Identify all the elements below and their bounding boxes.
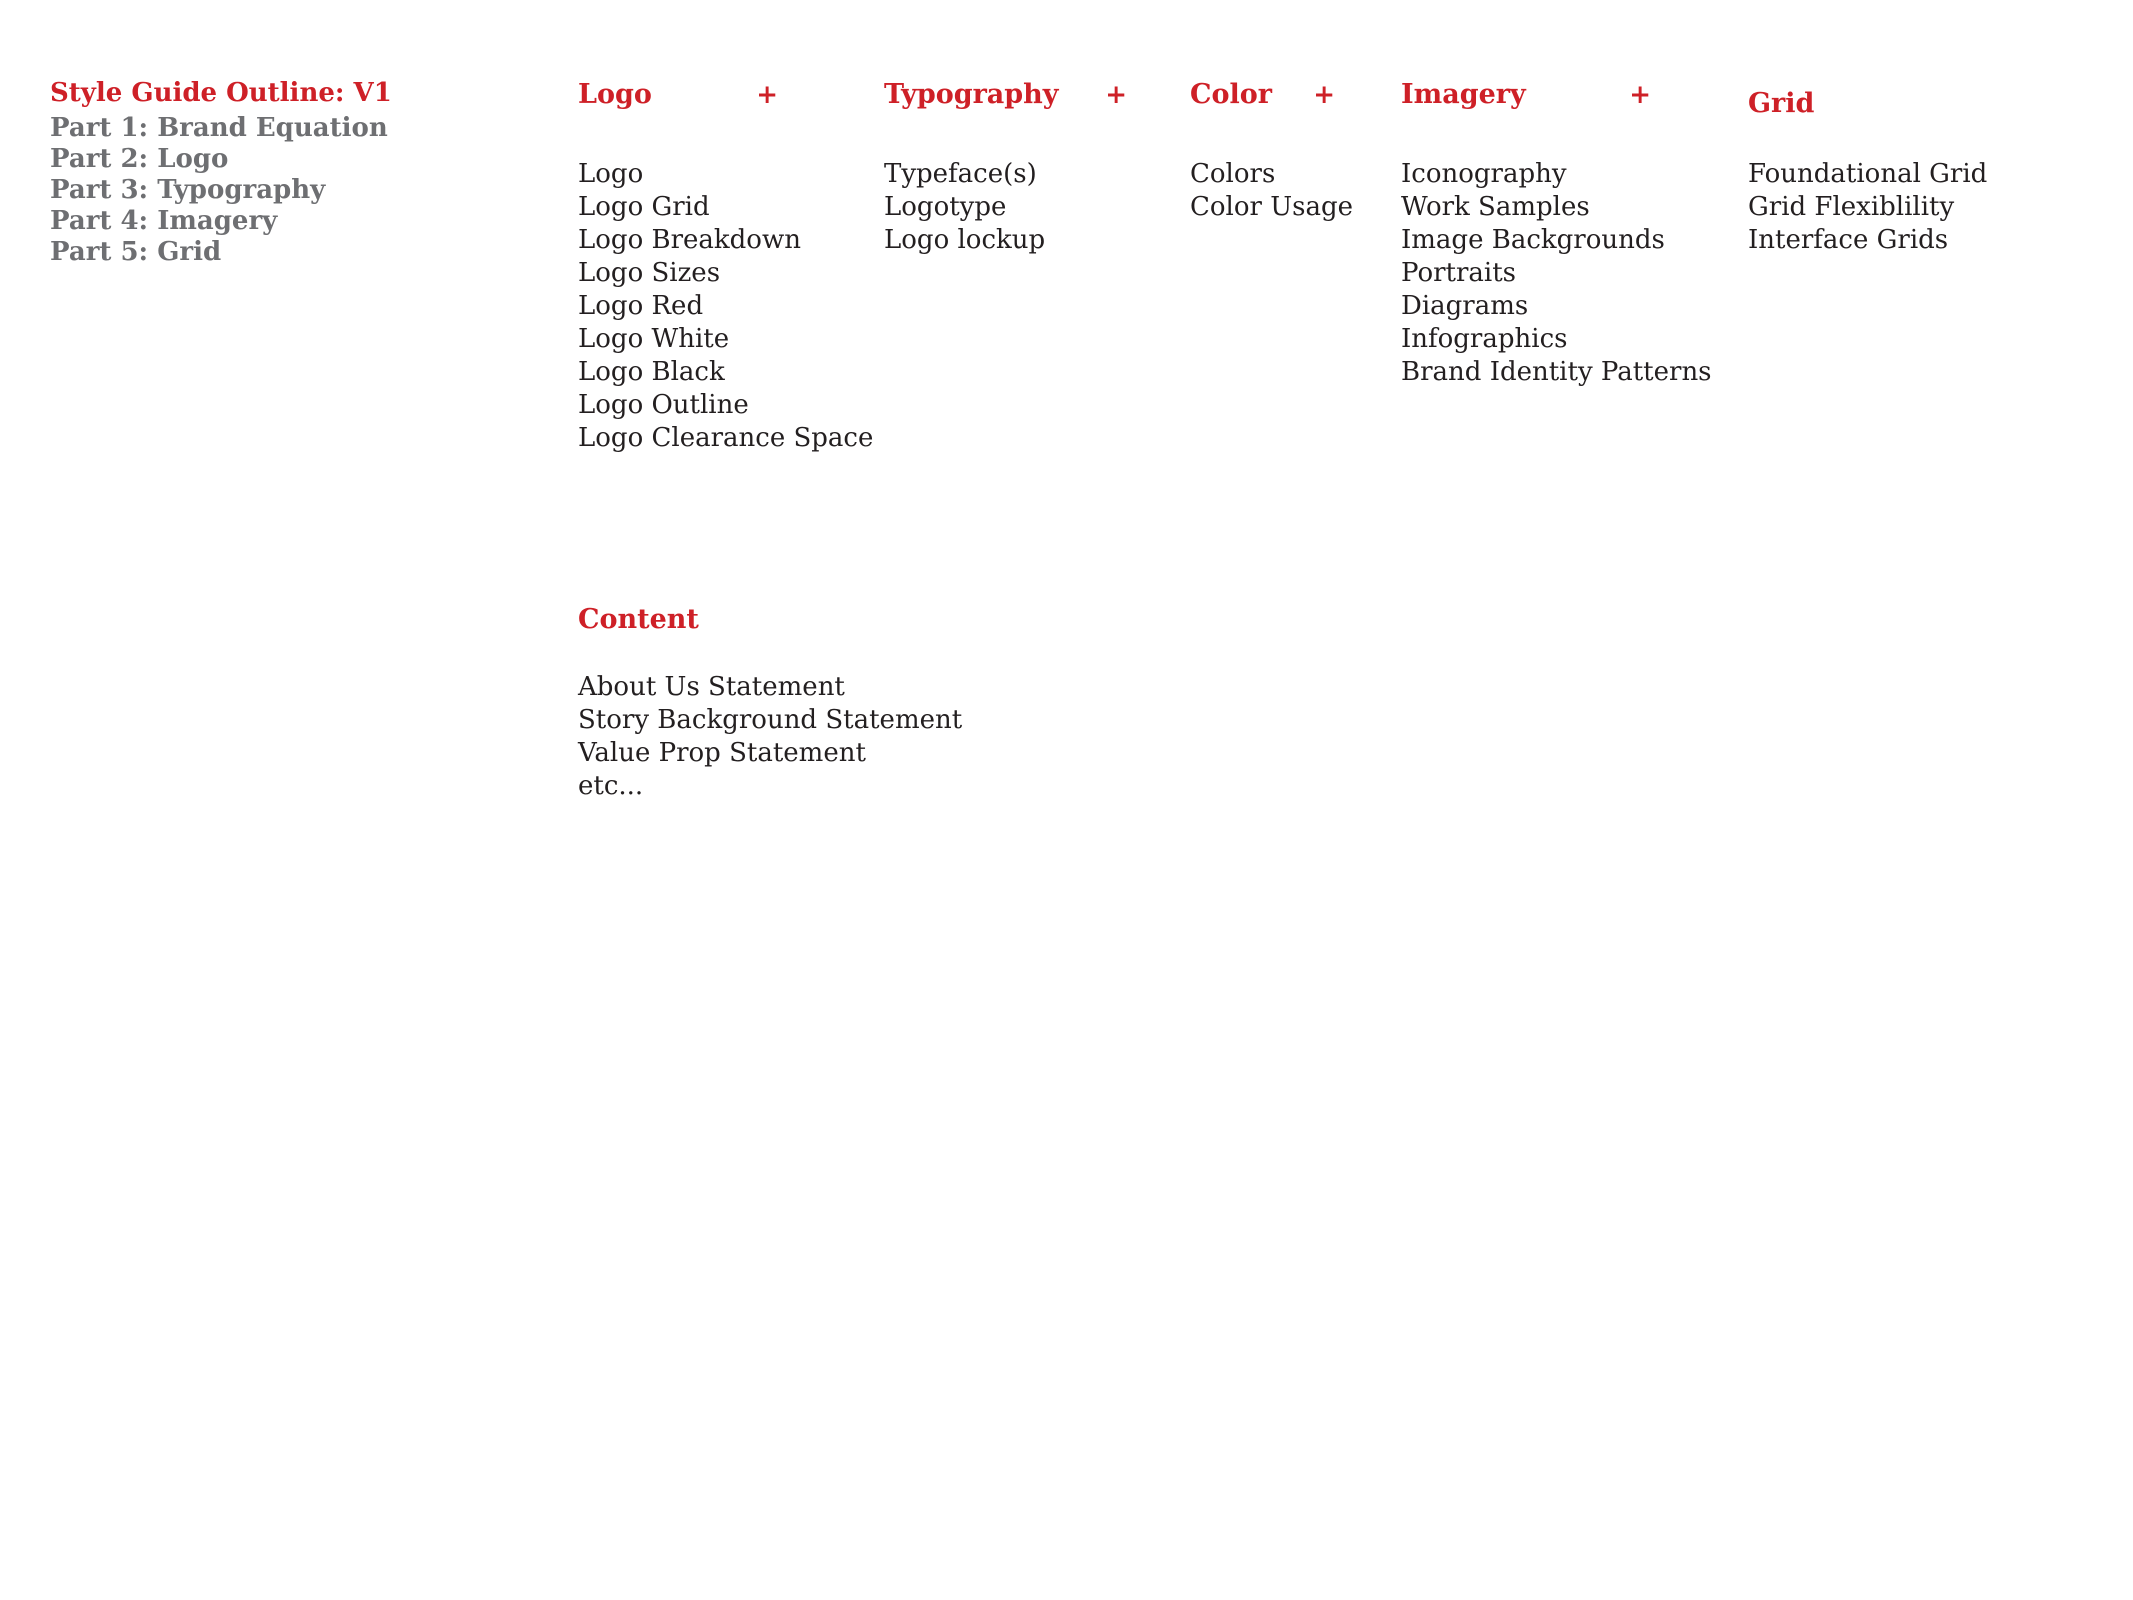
column-title-color: Color bbox=[1190, 79, 1272, 110]
sidebar-part-item: Part 3: Typography bbox=[50, 175, 326, 205]
content-item: Value Prop Statement bbox=[578, 738, 866, 768]
outline-item: Logo Clearance Space bbox=[578, 423, 874, 453]
outline-item: Logo Sizes bbox=[578, 258, 721, 288]
outline-item: Foundational Grid bbox=[1748, 159, 1988, 189]
content-item: Story Background Statement bbox=[578, 705, 963, 735]
expand-imagery-plus-button[interactable]: + bbox=[1629, 80, 1651, 110]
outline-item: Colors bbox=[1190, 159, 1276, 189]
outline-item: Portraits bbox=[1401, 258, 1517, 288]
sidebar-part-item: Part 1: Brand Equation bbox=[50, 113, 388, 143]
outline-item: Infographics bbox=[1401, 324, 1568, 354]
content-item: About Us Statement bbox=[578, 672, 845, 702]
outline-item: Logo Grid bbox=[578, 192, 710, 222]
outline-item: Image Backgrounds bbox=[1401, 225, 1665, 255]
column-title-typography: Typography bbox=[884, 79, 1059, 110]
column-item-list-typography bbox=[884, 158, 1127, 257]
outline-item: Logo Breakdown bbox=[578, 225, 801, 255]
outline-item: Logo White bbox=[578, 324, 730, 354]
outline-item: Logotype bbox=[884, 192, 1007, 222]
outline-item: Brand Identity Patterns bbox=[1401, 357, 1712, 387]
expand-logo-plus-button[interactable]: + bbox=[756, 80, 778, 110]
outline-item: Logo Red bbox=[578, 291, 704, 321]
outline-item: Diagrams bbox=[1401, 291, 1529, 321]
outline-item: Iconography bbox=[1401, 159, 1567, 189]
sidebar-part-list bbox=[50, 113, 392, 268]
column-color bbox=[1190, 79, 1353, 224]
outline-item: Typeface(s) bbox=[884, 159, 1037, 189]
content-item-list bbox=[578, 671, 962, 803]
outline-sidebar bbox=[50, 78, 392, 268]
column-typography bbox=[884, 80, 1127, 257]
outline-item: Grid Flexiblility bbox=[1748, 192, 1955, 222]
column-title-grid: Grid bbox=[1748, 88, 1815, 119]
column-item-list-imagery bbox=[1401, 158, 1712, 389]
column-title-logo: Logo bbox=[578, 79, 652, 110]
page-title: Style Guide Outline: V1 bbox=[50, 78, 392, 108]
outline-item: Logo bbox=[578, 159, 644, 189]
outline-item: Logo Outline bbox=[578, 390, 749, 420]
column-title-imagery: Imagery bbox=[1401, 79, 1526, 110]
outline-item: Logo lockup bbox=[884, 225, 1046, 255]
column-item-list-color bbox=[1190, 158, 1353, 224]
outline-item: Interface Grids bbox=[1748, 225, 1949, 255]
sidebar-part-item: Part 2: Logo bbox=[50, 144, 229, 174]
expand-color-plus-button[interactable]: + bbox=[1313, 80, 1335, 110]
outline-item: Color Usage bbox=[1190, 192, 1353, 222]
column-imagery bbox=[1401, 79, 1712, 389]
sidebar-part-item: Part 5: Grid bbox=[50, 237, 222, 267]
column-item-list-grid bbox=[1748, 158, 1987, 257]
column-item-list-logo bbox=[578, 158, 874, 455]
expand-typography-plus-button[interactable]: + bbox=[1105, 80, 1127, 110]
column-grid bbox=[1748, 80, 1987, 257]
outline-item: Work Samples bbox=[1401, 192, 1590, 222]
content-section-title: Content bbox=[578, 604, 699, 635]
sidebar-part-item: Part 4: Imagery bbox=[50, 206, 278, 236]
content-section bbox=[578, 605, 962, 803]
outline-item: Logo Black bbox=[578, 357, 725, 387]
column-logo bbox=[578, 79, 874, 455]
content-item: etc... bbox=[578, 771, 644, 801]
